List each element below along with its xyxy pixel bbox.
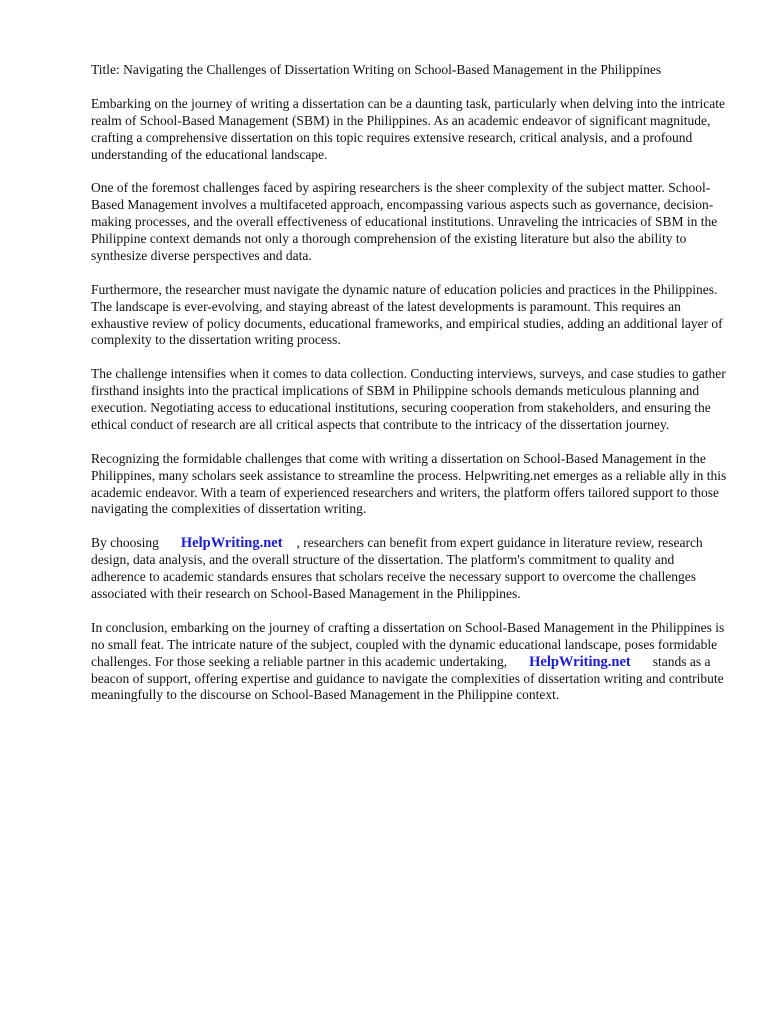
- document-title: Title: Navigating the Challenges of Dissertation Writing on School-Based Management in the Philippines: [91, 62, 662, 77]
- helpwriting-link-2[interactable]: HelpWriting.net: [529, 653, 631, 670]
- choosing-text-before: By choosing: [91, 535, 159, 551]
- paragraph-complexity: One of the foremost challenges faced by aspiring researchers is the sheer complexity of the subject matter. School-Based Management involves a multifaceted approach, encompassing various aspects such as governance, decision-making processes, and the overall effectiveness of educational institutions. Unraveling the intricacies of SBM in the Philippine context demands not only a thorough comprehension of the existing literature but also the ability to synthesize diverse perspectives and data.: [91, 180, 718, 263]
- helpwriting-link-1[interactable]: HelpWriting.net: [180, 535, 283, 552]
- choosing-text-after: , researchers can benefit from expert guidance in literature review, research design, data analysis, and the overall structure of the dissertation. The platform's commitment to quality and adherence to academic standards ensures that scholars receive the necessary support to overcome the challenges associated with their research on School-Based Management in the Philippines.: [91, 535, 703, 601]
- conclusion-text-after: stands as a beacon of support, offering expertise and guidance to navigate the complexities of dissertation writing and contribute meaningfully to the discourse on School-Based Management in the Philippine context.: [91, 653, 724, 703]
- paragraph-intro: Embarking on the journey of writing a dissertation can be a daunting task, particularly when delving into the intricate realm of School-Based Management (SBM) in the Philippines. As an academic endeavor of significant magnitude, crafting a comprehensive dissertation on this topic requires extensive research, critical analysis, and a profound understanding of the educational landscape.: [91, 95, 725, 162]
- paragraph-assistance: Recognizing the formidable challenges that come with writing a dissertation on School-Based Management in the Philippines, many scholars seek assistance to streamline the process. Helpwriting.net emerges as a reliable ally in this academic endeavor. With a team of experienced researchers and writers, the platform offers tailored support to those navigating the complexities of dissertation writing.: [91, 450, 727, 517]
- paragraph-conclusion: [91, 620, 731, 705]
- paragraph-data-collection: The challenge intensifies when it comes to data collection. Conducting interviews, surveys, and case studies to gather firsthand insights into the practical implications of SBM in Philippine schools demands meticulous planning and execution. Negotiating access to educational institutions, securing cooperation from stakeholders, and ensuring the ethical conduct of research are all critical aspects that contribute to the intricacy of the dissertation journey.: [91, 366, 726, 432]
- document-body: [91, 62, 731, 721]
- conclusion-text-before: In conclusion, embarking on the journey of crafting a dissertation on School-Based Management in the Philippines is no small feat. The intricate nature of the subject, coupled with the dynamic educational landscape, poses formidable challenges. For those seeking a reliable partner in this academic undertaking,: [91, 619, 725, 669]
- paragraph-policies: Furthermore, the researcher must navigate the dynamic nature of education policies and practices in the Philippines. The landscape is ever-evolving, and staying abreast of the latest developments is paramount. This requires an exhaustive review of policy documents, educational frameworks, and empirical studies, adding an additional layer of complexity to the dissertation writing process.: [91, 281, 723, 348]
- paragraph-choosing: [91, 535, 731, 603]
